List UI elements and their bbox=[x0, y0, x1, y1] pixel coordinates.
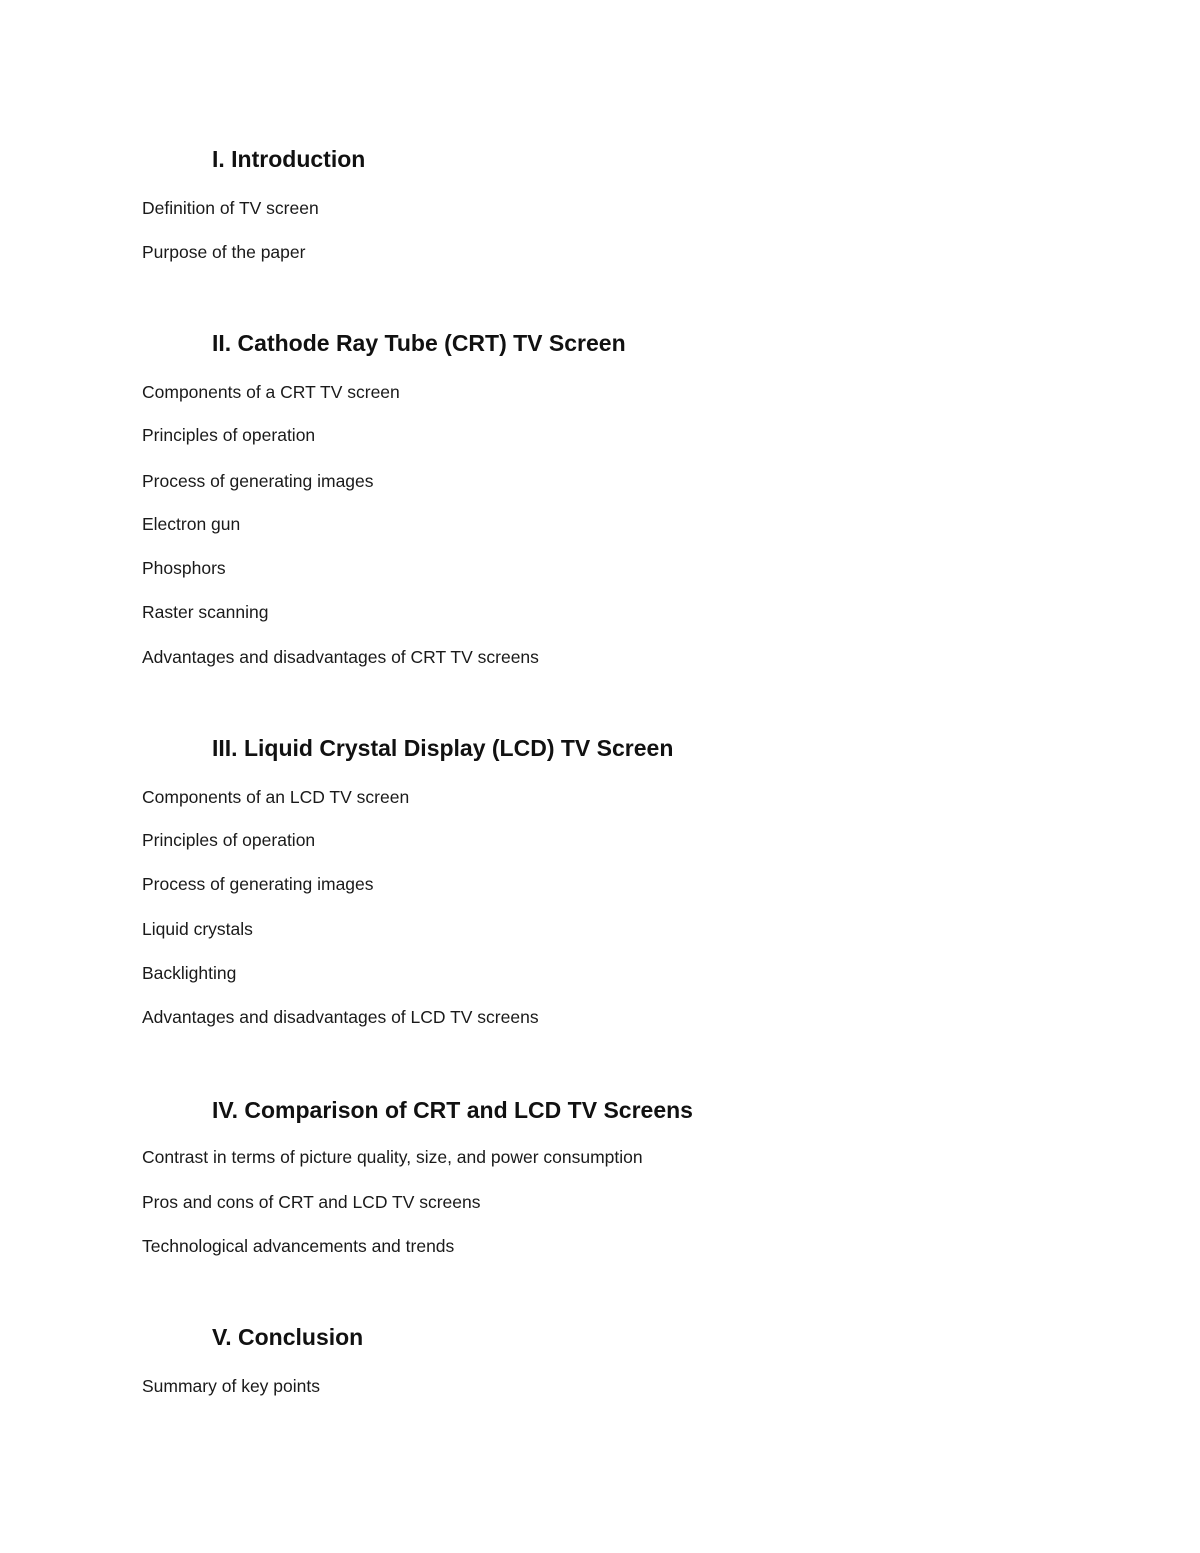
outline-item: Technological advancements and trends bbox=[142, 1236, 455, 1256]
section-heading-conclusion: V. Conclusion bbox=[212, 1324, 364, 1350]
outline-item: Phosphors bbox=[142, 558, 226, 578]
outline-item: Pros and cons of CRT and LCD TV screens bbox=[142, 1192, 481, 1212]
outline-item: Backlighting bbox=[142, 963, 237, 983]
outline-item: Components of a CRT TV screen bbox=[142, 382, 400, 402]
outline-item: Advantages and disadvantages of CRT TV screens bbox=[142, 647, 539, 667]
outline-item: Raster scanning bbox=[142, 602, 269, 622]
outline-item: Components of an LCD TV screen bbox=[142, 787, 410, 807]
outline-item: Purpose of the paper bbox=[142, 242, 306, 262]
outline-item: Principles of operation bbox=[142, 425, 316, 445]
section-heading-lcd: III. Liquid Crystal Display (LCD) TV Screen bbox=[212, 735, 674, 761]
outline-item: Principles of operation bbox=[142, 830, 316, 850]
outline-item: Liquid crystals bbox=[142, 919, 253, 939]
outline-item: Process of generating images bbox=[142, 874, 374, 894]
outline-item: Process of generating images bbox=[142, 471, 374, 491]
outline-item: Summary of key points bbox=[142, 1376, 320, 1396]
outline-item: Contrast in terms of picture quality, size, and power consumption bbox=[142, 1147, 643, 1167]
section-heading-introduction: I. Introduction bbox=[212, 146, 366, 172]
outline-item: Advantages and disadvantages of LCD TV screens bbox=[142, 1007, 539, 1027]
section-heading-comparison: IV. Comparison of CRT and LCD TV Screens bbox=[212, 1097, 693, 1123]
section-heading-crt: II. Cathode Ray Tube (CRT) TV Screen bbox=[212, 330, 626, 356]
outline-item: Electron gun bbox=[142, 514, 241, 534]
outline-item: Definition of TV screen bbox=[142, 198, 319, 218]
